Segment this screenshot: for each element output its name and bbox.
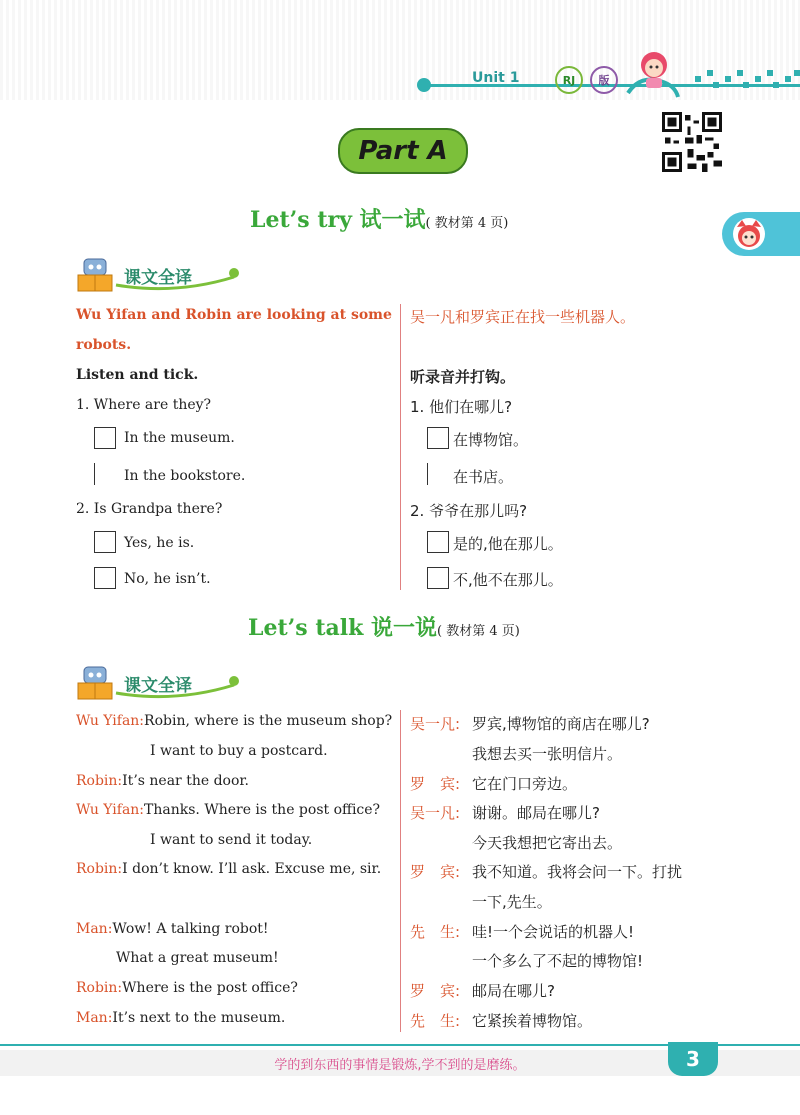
dialogue-line-en xyxy=(76,1010,285,1026)
line-text-zh: 罗宾,博物馆的商店在哪儿? xyxy=(472,715,650,733)
lets-talk-heading xyxy=(248,611,520,642)
instruction-en: Listen and tick. xyxy=(76,367,199,383)
dialogue-line-en xyxy=(76,713,392,729)
line-text-zh: 今天我想把它寄出去。 xyxy=(472,834,623,852)
dialogue-line-en xyxy=(76,802,380,818)
dialogue-line-zh xyxy=(410,861,682,882)
line-text-en: I want to send it today. xyxy=(150,832,313,848)
line-text-en: It’s near the door. xyxy=(122,773,249,789)
line-text-zh: 我想去买一张明信片。 xyxy=(472,745,623,763)
line-text-en: Where is the post office? xyxy=(122,980,298,996)
speaker-en: Robin: xyxy=(76,980,123,996)
checkbox-museum[interactable] xyxy=(94,427,116,449)
question1-zh: 1. 他们在哪儿? xyxy=(410,398,513,416)
translation-label xyxy=(76,255,246,295)
question2-zh: 2. 爷爷在那儿吗? xyxy=(410,502,528,520)
dialogue-line-zh xyxy=(410,980,555,1001)
line-text-zh: 哇!一个会说话的机器人! xyxy=(472,923,635,941)
speaker-en: Wu Yifan: xyxy=(76,713,145,729)
dialogue-line-en xyxy=(150,743,328,759)
option-museum-zh: 在博物馆。 xyxy=(453,431,529,449)
unit-label: Unit 1 xyxy=(472,70,520,86)
line-text-en: It’s next to the museum. xyxy=(112,1010,286,1026)
speaker-zh: 吴一凡: xyxy=(410,715,461,733)
intro-en: Wu Yifan and Robin are looking at some xyxy=(76,307,392,323)
checkbox-bookstore-zh[interactable] xyxy=(427,463,428,485)
lets-try-ref: ( 教材第 4 页) xyxy=(425,216,509,231)
dialogue-line-zh xyxy=(410,921,634,942)
speaker-zh: 罗 宾: xyxy=(410,982,461,1000)
column-divider xyxy=(400,710,401,1032)
footer-motto: 学的到东西的事情是锻炼,学不到的是磨练。 xyxy=(274,1058,526,1073)
line-text-zh: 邮局在哪儿? xyxy=(472,982,555,1000)
line-text-en: Thanks. Where is the post office? xyxy=(144,802,381,818)
mascot-girl-icon xyxy=(620,45,680,100)
lets-talk-ref: ( 教材第 4 页) xyxy=(437,624,520,639)
option-yes-zh: 是的,他在那儿。 xyxy=(453,535,563,553)
dialogue-line-en xyxy=(76,773,249,789)
translation-label-text: 课文全译 xyxy=(124,676,192,696)
checkbox-yes-zh[interactable] xyxy=(427,531,449,553)
speaker-en: Wu Yifan: xyxy=(76,802,145,818)
lets-try-heading xyxy=(250,203,508,234)
dialogue-line-zh xyxy=(410,891,552,912)
speaker-en: Man: xyxy=(76,1010,113,1026)
dialogue-line-en xyxy=(116,950,279,966)
translation-label-text: 课文全译 xyxy=(124,268,192,288)
intro-zh: 吴一凡和罗宾正在找一些机器人。 xyxy=(410,308,636,326)
dialogue-line-en xyxy=(150,832,312,848)
checkbox-yes[interactable] xyxy=(94,531,116,553)
option-bookstore-zh: 在书店。 xyxy=(453,468,514,486)
line-text-zh: 它在门口旁边。 xyxy=(472,775,578,793)
qr-code-icon[interactable] xyxy=(662,112,722,172)
dialogue-line-zh xyxy=(410,713,650,734)
line-text-zh: 一个多么了不起的博物馆! xyxy=(472,952,644,970)
speaker-zh: 罗 宾: xyxy=(410,775,461,793)
option-no-zh: 不,他不在那儿。 xyxy=(453,571,563,589)
line-text-zh: 谢谢。邮局在哪儿? xyxy=(472,804,600,822)
option-museum-en: In the museum. xyxy=(124,430,235,446)
option-yes-en: Yes, he is. xyxy=(124,535,195,551)
dialogue-line-zh xyxy=(410,743,622,764)
line-text-en: I don’t know. I’ll ask. Excuse me, sir. xyxy=(122,861,382,877)
line-text-zh: 它紧挨着博物馆。 xyxy=(472,1012,593,1030)
checker-pattern xyxy=(695,70,800,90)
dialogue-line-en xyxy=(76,980,298,996)
option-bookstore-en: In the bookstore. xyxy=(124,468,246,484)
question1-en: 1. Where are they? xyxy=(76,397,212,413)
instruction-zh: 听录音并打钩。 xyxy=(410,368,516,386)
speaker-en: Man: xyxy=(76,921,113,937)
line-text-en: What a great museum! xyxy=(116,950,279,966)
dialogue-line-en xyxy=(76,921,269,937)
checkbox-museum-zh[interactable] xyxy=(427,427,449,449)
header-rule-dot xyxy=(417,78,431,92)
checkbox-bookstore[interactable] xyxy=(94,463,95,485)
checkbox-no-zh[interactable] xyxy=(427,567,449,589)
dialogue-line-zh xyxy=(410,832,622,853)
line-text-zh: 我不知道。我将会问一下。打扰 xyxy=(472,863,683,881)
mascot-face-icon xyxy=(732,217,766,251)
page-number: 3 xyxy=(668,1042,718,1076)
speaker-zh: 罗 宾: xyxy=(410,863,461,881)
edition-badge: 版 xyxy=(590,66,618,94)
line-text-en: Wow! A talking robot! xyxy=(112,921,269,937)
lets-talk-title: Let’s talk 说一说 xyxy=(248,615,438,641)
speaker-zh: 先 生: xyxy=(410,923,461,941)
speaker-en: Robin: xyxy=(76,773,123,789)
dialogue-line-zh xyxy=(410,1010,592,1031)
line-text-en: I want to buy a postcard. xyxy=(150,743,328,759)
speaker-en: Robin: xyxy=(76,861,123,877)
line-text-en: Robin, where is the museum shop? xyxy=(144,713,393,729)
column-divider xyxy=(400,304,401,590)
line-text-zh: 一下,先生。 xyxy=(472,893,552,911)
dialogue-line-zh xyxy=(410,950,643,971)
dialogue-line-zh xyxy=(410,802,600,823)
option-no-en: No, he isn’t. xyxy=(124,571,211,587)
checkbox-no[interactable] xyxy=(94,567,116,589)
part-title: Part A xyxy=(338,128,468,174)
dialogue-line-en xyxy=(76,861,381,877)
translation-label xyxy=(76,663,246,703)
intro-en-cont: robots. xyxy=(76,337,132,353)
question2-en: 2. Is Grandpa there? xyxy=(76,501,223,517)
speaker-zh: 先 生: xyxy=(410,1012,461,1030)
speaker-zh: 吴一凡: xyxy=(410,804,461,822)
rj-badge: RJ xyxy=(555,66,583,94)
dialogue-line-zh xyxy=(410,773,577,794)
lets-try-title: Let’s try 试一试 xyxy=(250,207,426,233)
